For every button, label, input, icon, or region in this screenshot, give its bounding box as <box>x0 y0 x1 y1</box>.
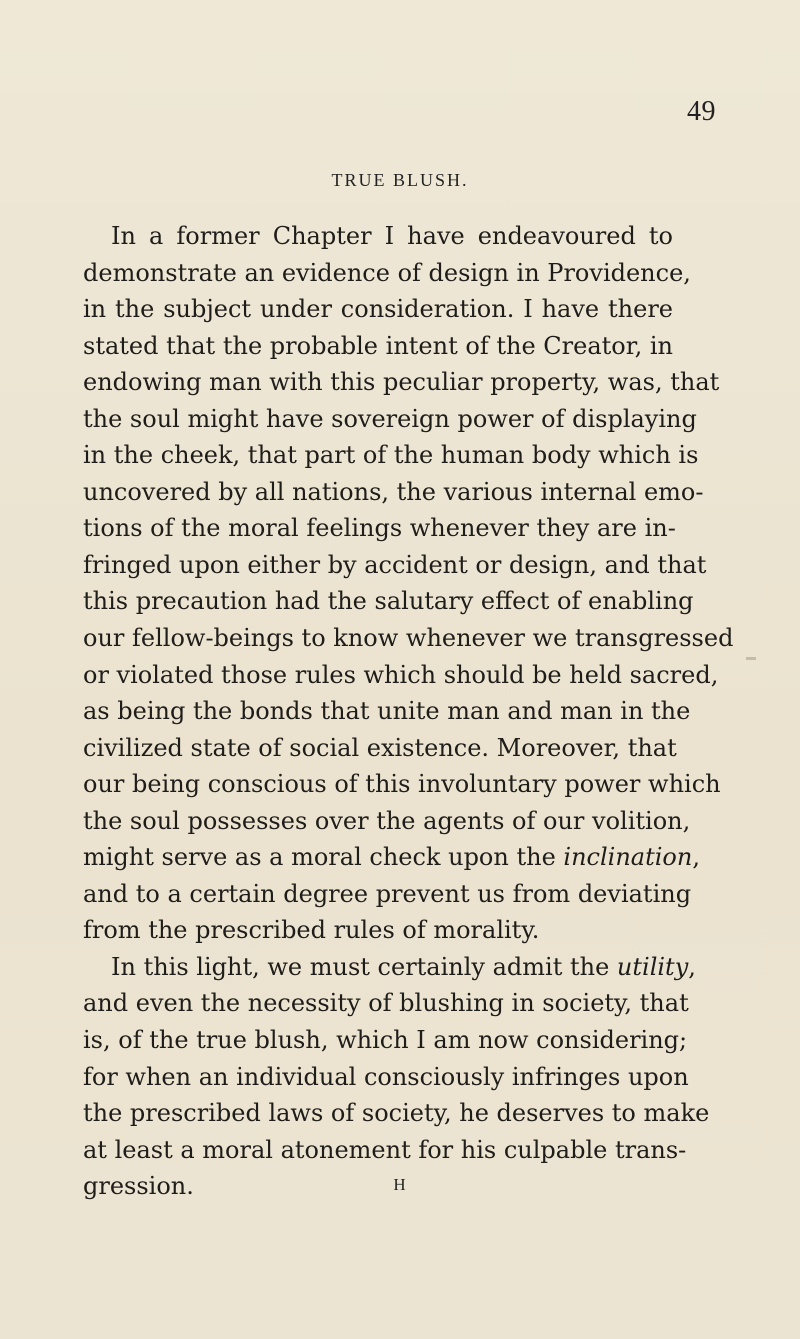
signature-mark: H <box>393 1175 407 1194</box>
italic-word: utility <box>616 952 689 981</box>
text-line: is, of the true blush, which I am now considering; <box>83 1026 688 1055</box>
text-line: our being conscious of this involuntary power which <box>83 770 721 799</box>
text-line: for when an individual consciously infringes upon <box>83 1062 689 1091</box>
text-line: the soul might have sovereign power of displaying <box>83 404 697 433</box>
text-line: the prescribed laws of society, he deserves to make <box>83 1099 710 1128</box>
text-line: or violated those rules which should be held sacred, <box>83 660 719 689</box>
text-line: in the subject under consideration. I have there <box>83 295 673 324</box>
text-line: might serve as a moral check upon the inclination, <box>83 843 700 872</box>
text-line: endowing man with this peculiar property, was, that <box>83 368 720 397</box>
text-line: the soul possesses over the agents of our volition, <box>83 806 691 835</box>
text-line: as being the bonds that unite man and man in the <box>83 697 691 726</box>
text-line: uncovered by all nations, the various internal emo- <box>83 477 704 506</box>
text-line: In a former Chapter I have endeavoured to <box>111 222 673 250</box>
text-line: from the prescribed rules of morality. <box>83 916 540 945</box>
running-title: TRUE BLUSH. <box>331 170 469 190</box>
text-line: fringed upon either by accident or design, and that <box>83 550 707 579</box>
text-line: our fellow-beings to know whenever we transgressed <box>83 624 734 653</box>
italic-word: inclination <box>563 843 693 872</box>
text-line: stated that the probable intent of the Creator, in <box>83 331 673 360</box>
text-line: In this light, we must certainly admit the utility, <box>111 952 696 981</box>
text-line: and to a certain degree prevent us from deviating <box>83 879 692 908</box>
text-line: in the cheek, that part of the human body which is <box>83 441 699 470</box>
text-line: civilized state of social existence. Moreover, that <box>83 733 677 762</box>
text-line: tions of the moral feelings whenever they are in- <box>83 514 676 543</box>
paper-mark <box>746 657 756 660</box>
text-line: this precaution had the salutary effect of enabling <box>83 587 694 616</box>
text-line: and even the necessity of blushing in society, that <box>83 989 689 1018</box>
text-line: gression. <box>83 1172 194 1201</box>
text-line: at least a moral atonement for his culpable trans- <box>83 1135 687 1164</box>
page-number: 49 <box>687 96 716 127</box>
text-line: demonstrate an evidence of design in Providence, <box>83 258 691 287</box>
body-text <box>83 218 734 1205</box>
